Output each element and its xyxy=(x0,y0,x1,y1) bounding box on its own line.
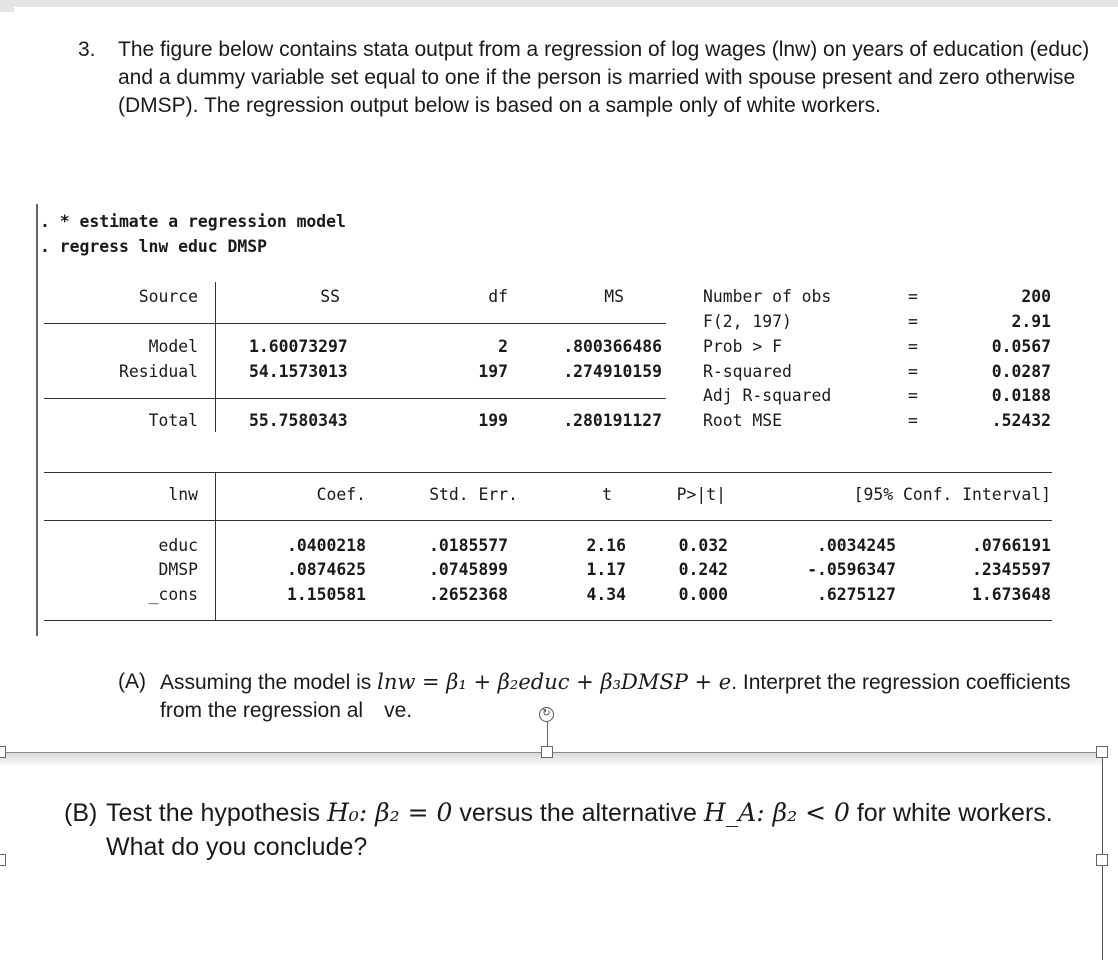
stat-eq-r2: = xyxy=(908,362,918,381)
coef-p-cons: 0.000 xyxy=(678,585,728,604)
coef-p-educ: 0.032 xyxy=(678,536,728,555)
rotate-handle-icon[interactable]: ↻ xyxy=(539,707,554,722)
question-b-text3: for white workers. What do you conclude? xyxy=(106,799,1053,861)
stat-eq-rmse: = xyxy=(908,411,918,430)
anova-df-residual: 197 xyxy=(478,362,508,381)
anova-df-total: 199 xyxy=(478,411,508,430)
coef-header-ci: [95% Conf. Interval] xyxy=(853,485,1051,504)
stat-label-nobs: Number of obs xyxy=(703,287,832,306)
anova-vertical-rule xyxy=(215,282,216,432)
stata-comment-line: . * estimate a regression model xyxy=(40,212,346,231)
coef-value-educ: .0400218 xyxy=(287,536,366,555)
question-a-text xyxy=(160,668,1110,725)
anova-ss-residual: 54.1573013 xyxy=(249,362,348,381)
anova-ms-model: .800366486 xyxy=(563,337,662,356)
coef-header-rule xyxy=(44,520,1052,521)
question-number: 3. xyxy=(78,38,96,61)
stat-label-probf: Prob > F xyxy=(703,337,782,356)
stat-label-rmse: Root MSE xyxy=(703,411,782,430)
stat-value-r2: 0.0287 xyxy=(991,362,1051,381)
resize-handle-top-left[interactable] xyxy=(0,746,6,758)
coef-value-dmsp: .0874625 xyxy=(287,560,366,579)
coef-var-educ: educ xyxy=(158,536,198,555)
question-a-tail: ve. xyxy=(384,699,413,722)
coef-cilo-dmsp: -.0596347 xyxy=(807,560,896,579)
question-b-text2: versus the alternative xyxy=(459,799,697,827)
question-a-prefix: Assuming the model is xyxy=(160,671,372,694)
stat-value-f: 2.91 xyxy=(1011,312,1051,331)
coef-se-cons: .2652368 xyxy=(429,585,508,604)
stat-eq-probf: = xyxy=(908,337,918,356)
coef-top-rule xyxy=(44,472,1052,473)
coef-se-educ: .0185577 xyxy=(429,536,508,555)
coef-t-cons: 4.34 xyxy=(586,585,626,604)
coef-cihi-cons: 1.673648 xyxy=(972,585,1051,604)
resize-handle-top-right[interactable] xyxy=(1096,746,1108,758)
coef-bottom-rule xyxy=(44,620,1052,621)
anova-ss-model: 1.60073297 xyxy=(249,337,348,356)
stat-value-rmse: .52432 xyxy=(991,411,1051,430)
question-b-text1: Test the hypothesis xyxy=(106,799,321,827)
coef-value-cons: 1.150581 xyxy=(287,585,366,604)
anova-header-rule xyxy=(44,323,666,324)
anova-df-model: 2 xyxy=(498,337,508,356)
stat-value-adjr2: 0.0188 xyxy=(991,386,1051,405)
coef-cilo-cons: .6275127 xyxy=(817,585,896,604)
anova-ms-residual: .274910159 xyxy=(563,362,662,381)
stat-eq-adjr2: = xyxy=(908,386,918,405)
anova-source-model: Model xyxy=(148,337,198,356)
alternative-hypothesis: H_A: β₂ < 0 xyxy=(703,798,850,827)
resize-handle-middle-left[interactable] xyxy=(0,854,6,866)
anova-total-rule xyxy=(44,398,666,399)
anova-source-total: Total xyxy=(148,411,198,430)
stat-eq-f: = xyxy=(908,312,918,331)
stat-label-r2: R-squared xyxy=(703,362,792,381)
anova-ss-total: 55.7580343 xyxy=(249,411,348,430)
question-text: The figure below contains stata output from a regression of log wages (lnw) on years of education (educ) and a dummy variable set equal to one if the person is married with spouse present and zero otherwise (DMSP). The regression output below is based on a sample only of white workers. xyxy=(118,38,1090,117)
anova-ms-total: .280191127 xyxy=(563,411,662,430)
anova-source-residual: Residual xyxy=(119,362,198,381)
resize-handle-top-middle[interactable] xyxy=(541,746,553,758)
coef-header-coef: Coef. xyxy=(316,485,366,504)
null-hypothesis: H₀: β₂ = 0 xyxy=(326,798,453,827)
coef-vertical-rule xyxy=(215,472,216,621)
stat-eq-nobs: = xyxy=(908,287,918,306)
coef-header-depvar: lnw xyxy=(168,485,198,504)
coef-header-p: P>|t| xyxy=(676,485,726,504)
stat-label-f: F(2, 197) xyxy=(703,312,792,331)
question-b-text xyxy=(106,796,1086,864)
anova-header-df: df xyxy=(488,287,508,306)
stata-command-line: . regress lnw educ DMSP xyxy=(40,237,267,256)
coef-var-cons: _cons xyxy=(148,585,198,604)
coef-t-dmsp: 1.17 xyxy=(586,560,626,579)
window-top-band xyxy=(0,0,1118,12)
coef-header-t: t xyxy=(602,485,612,504)
question-a-label: (A) xyxy=(118,670,146,693)
stat-value-nobs: 200 xyxy=(1021,287,1051,306)
coef-cihi-dmsp: .2345597 xyxy=(972,560,1051,579)
coef-cihi-educ: .0766191 xyxy=(972,536,1051,555)
anova-header-ss: SS xyxy=(320,287,340,306)
anova-header-ms: MS xyxy=(604,287,624,306)
question-b-label: (B) xyxy=(64,799,98,827)
anova-header-source: Source xyxy=(138,287,198,306)
stata-output xyxy=(36,204,1060,636)
rotate-handle-stem xyxy=(547,722,548,746)
resize-handle-middle-right[interactable] xyxy=(1096,854,1108,866)
coef-header-se: Std. Err. xyxy=(429,485,518,504)
coef-se-dmsp: .0745899 xyxy=(429,560,508,579)
output-left-rule xyxy=(36,204,38,636)
model-equation: lnw = β₁ + β₂educ + β₃DMSP + e xyxy=(377,670,732,694)
stat-value-probf: 0.0567 xyxy=(991,337,1051,356)
question-a-suffix: . Interpret the regression coefficients from the regression al xyxy=(160,671,1071,722)
coef-t-educ: 2.16 xyxy=(586,536,626,555)
coef-p-dmsp: 0.242 xyxy=(678,560,728,579)
coef-cilo-educ: .0034245 xyxy=(817,536,896,555)
stat-label-adjr2: Adj R-squared xyxy=(703,386,832,405)
coef-var-dmsp: DMSP xyxy=(158,560,198,579)
